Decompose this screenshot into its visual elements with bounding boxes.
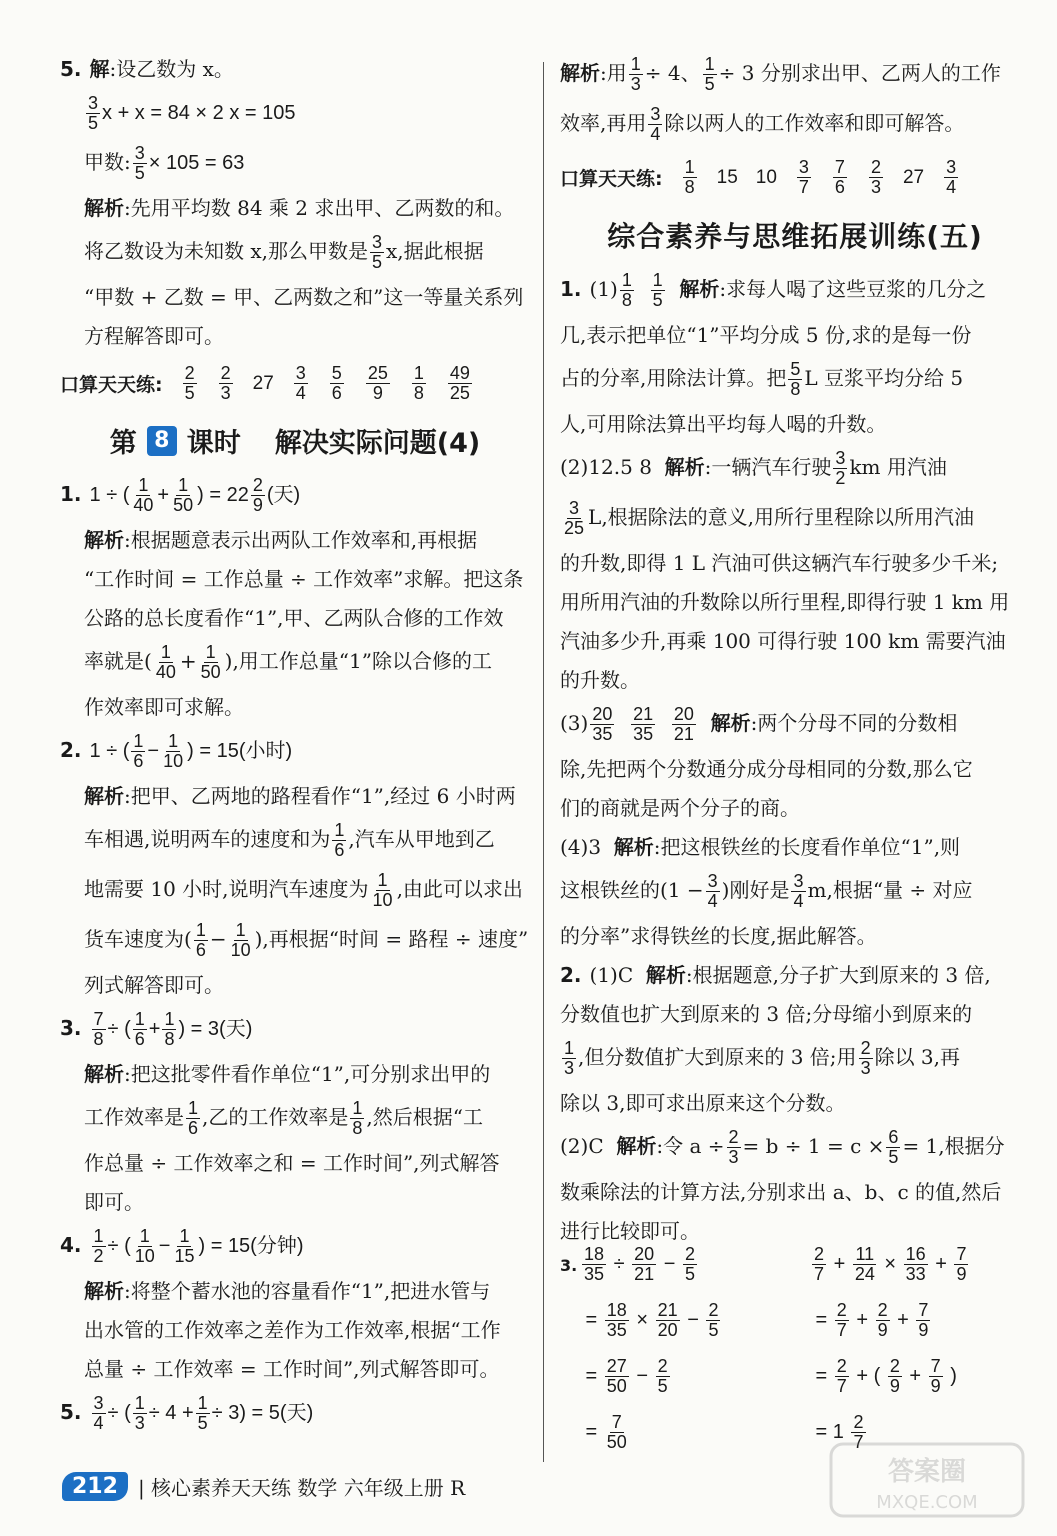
oral-answer-fraction: $\frac{2}{3}$ <box>220 363 231 403</box>
q1-analysis-1: 解析:根据题意表示出两队工作效率和,再根据 <box>84 528 478 552</box>
calculation-grid <box>580 1241 1030 1455</box>
r-q2-p2-line1: (2)C 解析:令 a ÷ $\frac{2}{3}$ = b ÷ 1 = c × $\frac{6}{5}$ = 1,根据分 <box>560 1127 1005 1167</box>
top-analysis-1: 解析:用 $\frac{1}{3}$ ÷ 4、 $\frac{1}{5}$ ÷ 3 分别求出甲、乙两人的工作 <box>560 54 1001 94</box>
calc-step: = $\frac{18}{35}$ × $\frac{21}{20}$ − $\frac{2}{5}$ <box>580 1299 719 1340</box>
q4-analysis-3: 总量 ÷ 工作效率 = 工作时间”,列式解答即可。 <box>84 1357 500 1381</box>
q3-analysis-3: 作总量 ÷ 工作效率之和 = 工作时间”,列式解答 <box>84 1151 500 1175</box>
r-q2-p2-line2: 数乘除法的计算方法,分别求出 a、b、c 的值,然后 <box>560 1180 1002 1204</box>
fraction: $\frac{2}{7}$ <box>853 1411 864 1452</box>
r-q1-p2-line4: 用所用汽油的升数除以所行里程,即得行驶 1 km 用 <box>560 590 1010 614</box>
lesson-title: 解决实际问题(4) <box>274 428 481 459</box>
fraction: $\frac{16}{33}$ <box>905 1243 926 1284</box>
r-q1-p4-line3: 的分率”求得铁丝的长度,据此解答。 <box>560 924 877 948</box>
fraction: $\frac{2}{7}$ <box>814 1243 825 1284</box>
lesson-number-badge: 8 <box>147 426 177 456</box>
fraction: $\frac{2}{5}$ <box>657 1355 668 1396</box>
oral-answer: 27 <box>252 372 274 394</box>
oral-practice-title: 口算天天练: <box>560 168 663 190</box>
r-q2-p1-line4: 除以 3,即可求出原来这个分数。 <box>560 1091 846 1115</box>
r-q1-p2-line6: 的升数。 <box>560 668 640 692</box>
calc-step: $\frac{2}{7}$ + $\frac{11}{24}$ × $\frac{16}{33}$ + $\frac{7}{9}$ <box>814 1243 967 1284</box>
r-q1-p1-line1: 1. (1) $\frac{1}{8}$ $\frac{1}{5}$ 解析:求每人喝了这些豆浆的几分之 <box>560 270 987 310</box>
calc-step: = 1 $\frac{2}{7}$ <box>810 1411 864 1452</box>
q2-equation: 2. 1 ÷ ( $\frac{1}{6}$ − $\frac{1}{10}$ ) = 15(小时) <box>60 731 293 771</box>
q5-eq2: 甲数: $\frac{3}{5}$ × 105 = 63 <box>84 143 245 183</box>
question-number: 5. <box>60 57 82 81</box>
r-q1-p1-line3: 占的分率,用除法计算。把 $\frac{5}{8}$ L 豆浆平均分给 5 <box>560 359 964 399</box>
r-q2-p1-line1: 2. (1)C 解析:根据题意,分子扩大到原来的 3 倍, <box>560 963 991 987</box>
oral-answer-fraction: $\frac{7}{6}$ <box>834 157 845 197</box>
watermark-logo <box>827 1440 1027 1520</box>
fraction: $\frac{7}{9}$ <box>918 1299 929 1340</box>
fraction: $\frac{2}{7}$ <box>836 1299 847 1340</box>
q1-analysis-4: 率就是( $\frac{1}{40}$ + $\frac{1}{50}$ ),用工作总量“1”除以合修的工 <box>84 642 492 682</box>
q3-equation: 3. $\frac{7}{8}$ ÷ ( $\frac{1}{6}$ + $\frac{1}{8}$ ) = 3(天) <box>60 1009 253 1049</box>
calc-step: = $\frac{27}{50}$ − $\frac{2}{5}$ <box>580 1355 668 1396</box>
left-column <box>60 55 530 1444</box>
oral-answer: 15 <box>716 166 738 188</box>
q5-top-line <box>60 55 530 83</box>
q5-analysis-2: 将乙数设为未知数 x,那么甲数是 $\frac{3}{5}$ x,据此根据 <box>84 232 484 272</box>
oral-answer-fraction: $\frac{5}{6}$ <box>331 363 342 403</box>
fraction: $\frac{7}{9}$ <box>956 1243 967 1284</box>
q2-analysis-2: 车相遇,说明两车的速度和为 $\frac{1}{6}$ ,汽车从甲地到乙 <box>84 820 495 860</box>
r-q1-p2-line3: 的升数,即得 1 L 汽油可供这辆汽车行驶多少千米; <box>560 551 999 575</box>
fraction: $\frac{27}{50}$ <box>606 1355 627 1396</box>
oral-answer-fraction: $\frac{2}{3}$ <box>870 157 881 197</box>
answer-label: 解 <box>89 57 110 81</box>
r-q1-p2-line2: $\frac{3}{25}$ L,根据除法的意义,用所行里程除以所用汽油 <box>564 498 975 538</box>
oral-answer-fraction: $\frac{1}{8}$ <box>684 157 695 197</box>
r-q1-p4-line1: (4)3 解析:把这根铁丝的长度看作单位“1”,则 <box>560 835 961 859</box>
q5-eq1: $\frac{3}{5}$ x + x = 84 × 2 x = 105 <box>88 93 296 133</box>
q1-analysis-3: 公路的总长度看作“1”,甲、乙两队合修的工作效 <box>84 606 504 630</box>
fraction: $\frac{7}{50}$ <box>606 1411 627 1452</box>
top-analysis-2: 效率,再用 $\frac{3}{4}$ 除以两人的工作效率和即可解答。 <box>560 104 965 144</box>
calc-step: = $\frac{7}{50}$ <box>580 1411 627 1452</box>
oral-answer-fraction: $\frac{49}{25}$ <box>449 363 470 403</box>
q2-analysis-5: 列式解答即可。 <box>84 973 224 997</box>
right-column <box>560 55 1030 1455</box>
q1-analysis-2: “工作时间 = 工作总量 ÷ 工作效率”求解。把这条 <box>84 567 524 591</box>
r-q2-p1-line2: 分数值也扩大到原来的 3 倍;分母缩小到原来的 <box>560 1002 973 1026</box>
q3-analysis-2: 工作效率是 $\frac{1}{6}$ ,乙的工作效率是 $\frac{1}{8}$ ,然后根据“工 <box>84 1098 483 1138</box>
q5-analysis-3: “甲数 + 乙数 = 甲、乙两数之和”这一等量关系列 <box>84 285 524 309</box>
oral-answer: 10 <box>755 166 777 188</box>
fraction: $\frac{11}{24}$ <box>854 1243 875 1284</box>
calc-step: = $\frac{2}{7}$ + $\frac{2}{9}$ + $\frac{7}{9}$ <box>810 1299 929 1340</box>
fraction: $\frac{2}{9}$ <box>889 1355 900 1396</box>
r-q2-p1-line3: $\frac{1}{3}$ ,但分数值扩大到原来的 3 倍;用 $\frac{2}{3}$ 除以 3,再 <box>564 1038 961 1078</box>
column-divider <box>543 62 544 1462</box>
oral-practice <box>560 158 1030 197</box>
fraction: $\frac{2}{5}$ <box>708 1299 719 1340</box>
calc-step: = $\frac{2}{7}$ + ( $\frac{2}{9}$ + $\frac{7}{9}$ ) <box>810 1355 963 1396</box>
oral-answer-fraction: $\frac{3}{4}$ <box>295 363 306 403</box>
r-q1-p3-line2: 除,先把两个分数通分成分母相同的分数,那么它 <box>560 757 973 781</box>
r-q1-p4-line2: 这根铁丝的(1 − $\frac{3}{4}$ )刚好是 $\frac{3}{4}$ m,根据“量 ÷ 对应 <box>560 871 973 911</box>
q2-analysis-3: 地需要 10 小时,说明汽车速度为 $\frac{1}{10}$ ,由此可以求出 <box>84 870 523 910</box>
fraction: $\frac{3}{5}$ <box>88 93 99 133</box>
fraction: $\frac{2}{5}$ <box>684 1243 695 1284</box>
q2-analysis-1: 解析:把甲、乙两地的路程看作“1”,经过 6 小时两 <box>84 784 516 808</box>
q3-analysis-4: 即可。 <box>84 1190 144 1214</box>
oral-practice <box>60 364 530 403</box>
oral-practice-title: 口算天天练: <box>60 374 163 396</box>
q2-analysis-4: 货车速度为( $\frac{1}{6}$ − $\frac{1}{10}$ ),再根据“时间 = 路程 ÷ 速度” <box>84 920 529 960</box>
page-number: 212 <box>62 1472 128 1501</box>
q5-analysis-1: 解析:先用平均数 84 乘 2 求出甲、乙两数的和。 <box>84 196 515 220</box>
q4-equation: 4. $\frac{1}{2}$ ÷ ( $\frac{1}{10}$ − $\frac{1}{15}$ ) = 15(分钟) <box>60 1226 304 1266</box>
q5-analysis-4: 方程解答即可。 <box>84 324 224 348</box>
r-q1-p3-line1: (3) $\frac{20}{35}$ $\frac{21}{35}$ $\frac{20}{21}$ 解析:两个分母不同的分数相 <box>560 704 958 744</box>
section-title: 综合素养与思维拓展训练(五) <box>607 220 983 253</box>
page-footer <box>62 1472 465 1501</box>
oral-answer-fraction: $\frac{1}{8}$ <box>413 363 424 403</box>
oral-answer-fraction: $\frac{3}{4}$ <box>946 157 957 197</box>
r-q1-p2-line5: 汽油多少升,再乘 100 可得行驶 100 km 需要汽油 <box>560 629 1006 653</box>
fraction: $\frac{18}{35}$ <box>584 1243 605 1284</box>
r-q1-p3-line3: 们的商就是两个分子的商。 <box>560 796 800 820</box>
q3-analysis-1: 解析:把这批零件看作单位“1”,可分别求出甲的 <box>84 1062 491 1086</box>
book-title: | 核心素养天天练 数学 六年级上册 R <box>137 1476 466 1500</box>
question-number: 3. <box>560 1256 578 1275</box>
svg-text:答案圈: 答案圈 <box>887 1457 967 1487</box>
oral-answer-fraction: $\frac{2}{5}$ <box>184 363 195 403</box>
oral-answer-fraction: $\frac{25}{9}$ <box>367 363 388 403</box>
r-q1-p1-line2: 几,表示把单位“1”平均分成 5 份,求的是每一份 <box>560 323 972 347</box>
oral-answer: 27 <box>902 166 925 188</box>
oral-answer-fraction: $\frac{3}{7}$ <box>798 157 809 197</box>
fraction: $\frac{3}{5}$ <box>134 143 145 183</box>
lesson-heading: 第 8 课时 解决实际问题(4) <box>60 421 530 460</box>
q4-analysis-1: 解析:将整个蓄水池的容量看作“1”,把进水管与 <box>84 1279 491 1303</box>
r-q1-p1-line4: 人,可用除法算出平均每人喝的升数。 <box>560 412 887 436</box>
r-q1-p2-line1: (2)12.5 8 解析:一辆汽车行驶 $\frac{3}{2}$ km 用汽油 <box>560 448 947 488</box>
answer-text: :设乙数为 x。 <box>109 57 234 81</box>
q4-analysis-2: 出水管的工作效率之差作为工作效率,根据“工作 <box>84 1318 501 1342</box>
fraction: $\frac{20}{21}$ <box>634 1243 655 1284</box>
q1-equation: 1. 1 ÷ ( $\frac{1}{40}$ + $\frac{1}{50}$ ) = 22 $\frac{2}{9}$ (天) <box>60 475 301 515</box>
fraction: $\frac{2}{7}$ <box>836 1355 847 1396</box>
svg-text:MXQE.COM: MXQE.COM <box>876 1492 978 1513</box>
r-q2-p2-line3: 进行比较即可。 <box>560 1219 700 1243</box>
calc-step: $\frac{18}{35}$ ÷ $\frac{20}{21}$ − $\frac{2}{5}$ <box>584 1243 695 1284</box>
q1-analysis-5: 作效率即可求解。 <box>84 695 244 719</box>
fraction: $\frac{7}{9}$ <box>930 1355 941 1396</box>
fraction: $\frac{2}{9}$ <box>877 1299 888 1340</box>
fraction: $\frac{18}{35}$ <box>606 1299 627 1340</box>
q5-bottom-equation: 5. $\frac{3}{4}$ ÷ ( $\frac{1}{3}$ ÷ 4 + $\frac{1}{5}$ ÷ 3) = 5(天) <box>60 1393 314 1433</box>
fraction: $\frac{21}{20}$ <box>657 1299 678 1340</box>
